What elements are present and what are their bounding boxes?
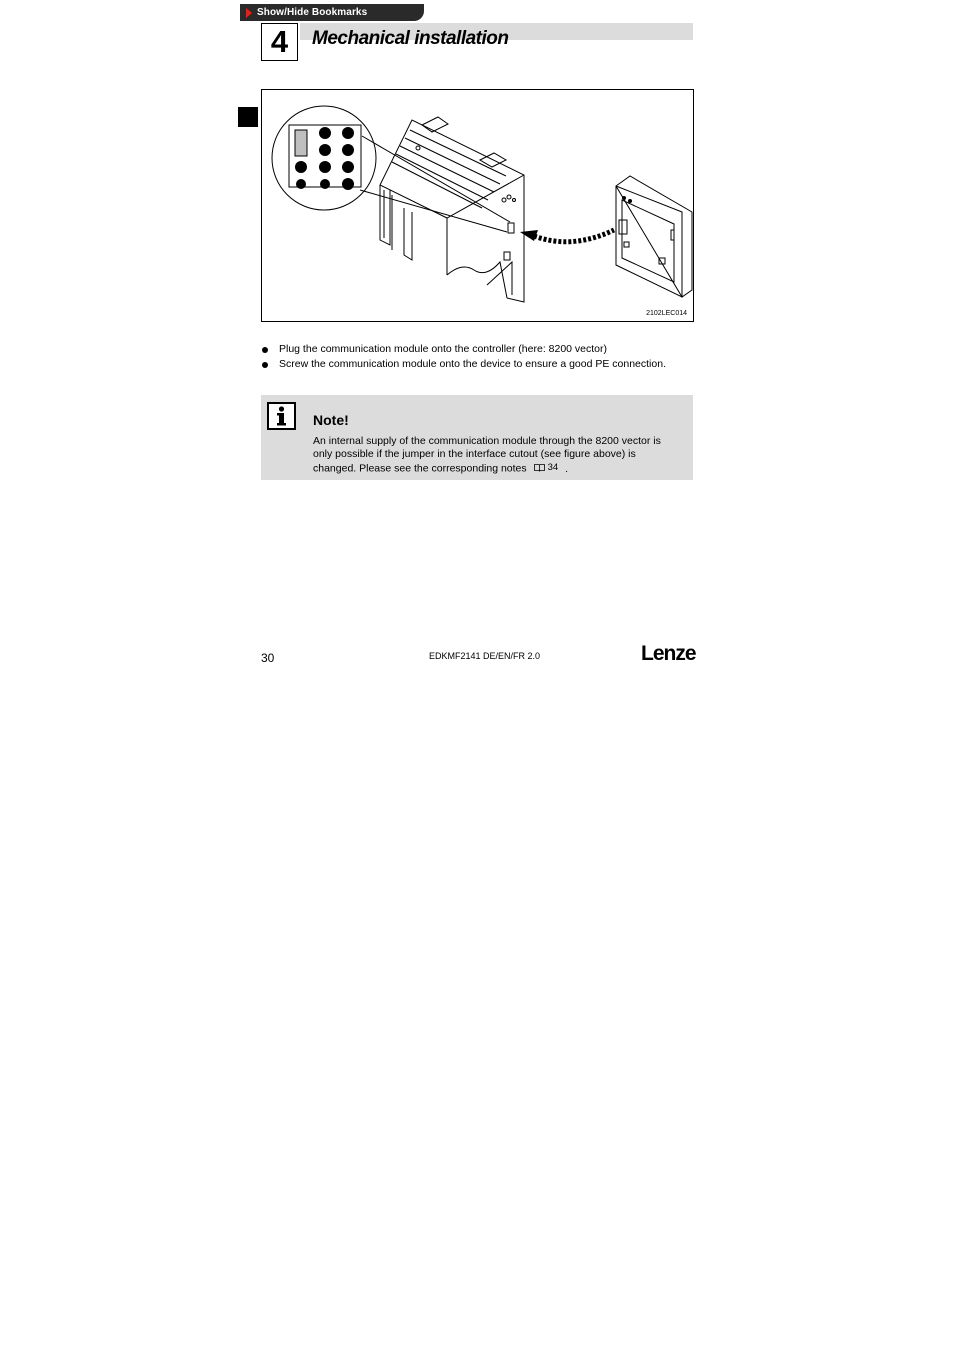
bookmark-label: Show/Hide Bookmarks — [257, 7, 368, 18]
figure-code: 2102LEC014 — [646, 310, 687, 317]
list-item — [262, 358, 682, 371]
instruction-list — [262, 343, 682, 373]
installation-figure — [261, 89, 694, 322]
note-title: Note! — [313, 412, 349, 428]
list-item-text: Plug the communication module onto the controller (here: 8200 vector) — [279, 343, 608, 355]
bullet-icon — [262, 362, 268, 368]
note-body: An internal supply of the communication module through the 8200 vector is only possible if the jumper in the interface cutout (see figure above) is changed. Please see the corresponding notes — [313, 435, 661, 475]
chapter-number: 4 — [261, 23, 298, 61]
brand-logo: Lenze — [641, 642, 696, 665]
list-item — [262, 343, 682, 356]
document-code: EDKMF2141 DE/EN/FR 2.0 — [429, 651, 541, 661]
show-hide-bookmarks-button[interactable] — [240, 4, 424, 21]
info-icon — [267, 402, 296, 430]
chapter-title: Mechanical installation — [312, 28, 509, 49]
note-tail: . — [565, 462, 568, 475]
note-text — [313, 435, 681, 476]
page-reference: 34 — [547, 462, 559, 473]
triangle-right-icon — [246, 8, 252, 18]
page-number: 30 — [261, 651, 275, 665]
book-icon — [534, 464, 545, 472]
installation-drawing — [262, 90, 693, 321]
page-reference-link[interactable] — [534, 461, 559, 474]
bullet-icon — [262, 347, 268, 353]
list-item-text: Screw the communication module onto the device to ensure a good PE connection. — [279, 358, 666, 370]
note-box — [261, 395, 693, 480]
chapter-side-marker — [238, 107, 258, 127]
